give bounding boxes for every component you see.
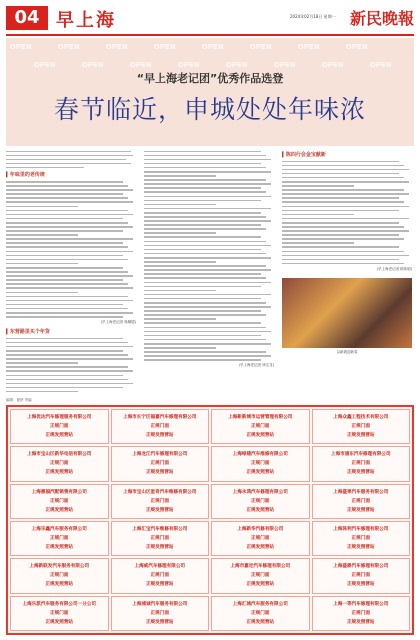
text-line bbox=[282, 161, 399, 163]
ad-cell bbox=[111, 521, 210, 556]
text-line bbox=[282, 238, 404, 240]
text-line bbox=[282, 181, 409, 183]
ad-company-name: 上海汇宝汽车维修有限公司 bbox=[132, 526, 188, 532]
text-line bbox=[282, 206, 409, 208]
ad-line-1: 正规门面 bbox=[50, 573, 69, 579]
ad-cell bbox=[10, 596, 109, 631]
text-line bbox=[144, 347, 216, 349]
text-line bbox=[6, 206, 78, 208]
ad-company-name: 上海众鑫工程技术有限公司 bbox=[333, 415, 389, 420]
text-line bbox=[6, 246, 128, 248]
open-watermark: OPEN bbox=[370, 62, 392, 69]
text-line bbox=[144, 245, 271, 247]
text-line bbox=[144, 277, 266, 279]
text-line bbox=[144, 183, 271, 185]
open-watermark: OPEN bbox=[178, 62, 200, 69]
text-line bbox=[6, 296, 128, 298]
ad-company-name: 上海惠福汽配销售有限公司 bbox=[31, 489, 87, 495]
ad-cell bbox=[211, 596, 310, 631]
ad-line-2: 正规发照营站 bbox=[145, 470, 174, 476]
text-line bbox=[6, 230, 123, 232]
text-line bbox=[144, 310, 261, 312]
ad-line-2: 正规发照营站 bbox=[45, 544, 74, 550]
text-line bbox=[144, 269, 271, 271]
open-watermark: OPEN bbox=[274, 62, 296, 69]
text-line bbox=[6, 358, 133, 360]
text-line bbox=[144, 167, 266, 169]
text-line bbox=[144, 151, 261, 153]
text-line bbox=[6, 181, 123, 183]
text-line bbox=[144, 236, 261, 238]
text-line bbox=[6, 271, 128, 273]
open-watermark: OPEN bbox=[154, 44, 176, 51]
ad-line-2: 正规发照营站 bbox=[346, 544, 375, 550]
text-line bbox=[144, 171, 271, 173]
text-line bbox=[144, 249, 261, 251]
ad-cell bbox=[312, 596, 411, 631]
text-line bbox=[144, 327, 266, 329]
text-line bbox=[6, 342, 128, 344]
text-line bbox=[6, 350, 123, 352]
ad-line-1: 正规门面 bbox=[150, 461, 169, 467]
article-banner bbox=[6, 38, 414, 146]
ad-company-name: 上海泽利汽车修理有限公司 bbox=[333, 526, 389, 532]
ad-line-2: 正规发照营站 bbox=[246, 619, 275, 625]
text-line bbox=[144, 273, 261, 275]
ad-cell bbox=[10, 446, 109, 481]
ad-cell bbox=[111, 484, 210, 519]
ad-cell bbox=[211, 484, 310, 519]
text-line bbox=[282, 197, 399, 199]
ad-cell bbox=[111, 409, 210, 444]
ad-line-2: 正规发照营站 bbox=[346, 470, 375, 476]
text-line bbox=[144, 228, 266, 230]
text-line bbox=[6, 210, 128, 212]
ad-line-2: 正规发照营站 bbox=[346, 433, 375, 438]
text-line bbox=[144, 155, 266, 157]
ad-line-1: 正规门面 bbox=[50, 610, 69, 616]
ad-cell bbox=[312, 409, 411, 444]
text-line bbox=[282, 255, 409, 257]
text-line bbox=[144, 306, 271, 308]
ad-company-name: 上海新联发汽车服务有限公司 bbox=[29, 564, 90, 570]
text-line bbox=[144, 224, 261, 226]
ad-company-name: 上海龙江汽车修理有限公司 bbox=[132, 452, 188, 458]
ad-line-2: 正规发照营站 bbox=[246, 582, 275, 588]
text-line bbox=[6, 275, 133, 277]
text-line bbox=[6, 287, 133, 289]
header-divider bbox=[6, 34, 414, 36]
text-line bbox=[282, 189, 404, 191]
text-line bbox=[282, 226, 404, 228]
photo-caption: 以新貌迎新春 bbox=[336, 349, 358, 354]
headline: 春节临近，申城处处年味浓 bbox=[53, 95, 366, 124]
ad-line-1: 正规门面 bbox=[150, 424, 169, 429]
text-line bbox=[6, 316, 123, 318]
ad-cell bbox=[211, 446, 310, 481]
text-line bbox=[144, 204, 216, 206]
text-line bbox=[144, 159, 271, 161]
text-line bbox=[6, 346, 133, 348]
text-line bbox=[144, 339, 266, 341]
ad-cell bbox=[211, 409, 310, 444]
ad-line-1: 正规门面 bbox=[50, 498, 69, 504]
ad-cell bbox=[312, 446, 411, 481]
text-line bbox=[6, 197, 128, 199]
ad-grid bbox=[8, 407, 412, 633]
subhead-3: ▍ 陈四行会金宝献新 bbox=[282, 151, 412, 158]
text-line bbox=[282, 234, 399, 236]
advertisement-block bbox=[6, 405, 414, 635]
column-2 bbox=[144, 148, 274, 396]
newspaper-logo: 新民晚報 bbox=[350, 9, 415, 28]
text-line bbox=[144, 175, 216, 177]
text-line bbox=[6, 370, 133, 372]
column-1 bbox=[6, 148, 136, 396]
text-line bbox=[144, 322, 261, 324]
text-line bbox=[144, 208, 271, 210]
text-line bbox=[144, 294, 271, 296]
ad-line-2: 正规发照营站 bbox=[45, 470, 74, 476]
ad-line-1: 正规门面 bbox=[351, 461, 370, 467]
ad-line-1: 正规门面 bbox=[351, 424, 370, 429]
ad-line-2: 正规发照营站 bbox=[246, 433, 275, 438]
ad-line-1: 正规门面 bbox=[50, 424, 69, 429]
subhead-1: ▍ 年味里的老传统 bbox=[6, 171, 136, 178]
text-line bbox=[144, 216, 266, 218]
text-line bbox=[282, 185, 354, 187]
open-watermark: OPEN bbox=[34, 62, 56, 69]
text-line bbox=[6, 312, 133, 314]
text-line bbox=[144, 200, 261, 202]
text-line bbox=[144, 282, 271, 284]
text-line bbox=[282, 259, 399, 261]
text-line bbox=[144, 163, 261, 165]
text-line bbox=[6, 292, 78, 294]
ad-line-1: 正规门面 bbox=[251, 610, 270, 616]
text-line bbox=[282, 230, 409, 232]
article-body bbox=[6, 148, 414, 396]
ad-cell bbox=[10, 558, 109, 593]
text-block-2 bbox=[6, 338, 136, 393]
ad-cell bbox=[10, 484, 109, 519]
text-line bbox=[144, 257, 271, 259]
lead-paragraph bbox=[6, 151, 136, 169]
subhead-2: ▍ 东营路里买个年货 bbox=[6, 328, 136, 335]
text-line bbox=[144, 286, 261, 288]
text-line bbox=[144, 191, 266, 193]
ad-line-2: 正规发照营站 bbox=[45, 582, 74, 588]
ad-line-1: 正规门面 bbox=[351, 610, 370, 616]
ad-line-2: 正规发照营站 bbox=[346, 582, 375, 588]
text-line bbox=[6, 383, 133, 385]
ad-company-name: 上海市宝山区新华电信有限公司 bbox=[27, 452, 92, 458]
text-line bbox=[6, 238, 133, 240]
ad-line-1: 正规门面 bbox=[50, 535, 69, 541]
column-3 bbox=[282, 148, 412, 396]
text-line bbox=[282, 177, 404, 179]
ad-company-name: 上海乐鑫汽车服务有限公司 bbox=[31, 526, 87, 532]
text-line bbox=[144, 187, 261, 189]
ad-line-1: 正规门面 bbox=[150, 498, 169, 504]
text-line bbox=[6, 387, 123, 389]
text-line bbox=[144, 314, 266, 316]
text-line bbox=[6, 189, 133, 191]
ad-line-1: 正规门面 bbox=[251, 573, 270, 579]
text-block-1 bbox=[6, 181, 136, 318]
text-line bbox=[282, 251, 404, 253]
ad-company-name: 上海市嘉定汽车修理有限公司 bbox=[230, 564, 291, 570]
text-line bbox=[6, 201, 133, 203]
text-line bbox=[282, 201, 404, 203]
open-watermark: OPEN bbox=[226, 62, 248, 69]
ad-line-1: 正规门面 bbox=[150, 573, 169, 579]
text-line bbox=[144, 302, 266, 304]
ad-cell bbox=[211, 558, 310, 593]
ad-cell bbox=[312, 484, 411, 519]
ad-line-1: 正规门面 bbox=[251, 424, 270, 429]
ad-cell bbox=[312, 558, 411, 593]
text-line bbox=[6, 267, 123, 269]
ad-line-1: 正规门面 bbox=[50, 461, 69, 467]
text-line bbox=[144, 331, 271, 333]
text-line bbox=[282, 246, 399, 248]
byline-2: (早上海老记团 徐宝龙) bbox=[238, 363, 274, 368]
open-watermark: OPEN bbox=[202, 44, 224, 51]
ad-line-2: 正规发照营站 bbox=[145, 507, 174, 513]
text-line bbox=[6, 218, 123, 220]
text-line bbox=[144, 335, 261, 337]
text-line bbox=[6, 375, 123, 377]
ad-company-name: 上海优达汽车修理服务有限公司 bbox=[27, 415, 92, 420]
page-number: 04 bbox=[6, 6, 48, 30]
text-line bbox=[6, 259, 128, 261]
text-line bbox=[6, 193, 123, 195]
ad-cell bbox=[111, 446, 210, 481]
text-line bbox=[6, 391, 78, 393]
text-line bbox=[6, 279, 123, 281]
ad-line-2: 正规发照营站 bbox=[45, 507, 74, 513]
text-line bbox=[6, 366, 128, 368]
kicker-line: “早上海老记团”优秀作品选登 bbox=[136, 72, 284, 85]
ad-cell bbox=[211, 521, 310, 556]
text-line bbox=[282, 242, 354, 244]
byline-1: (早上海老记团 林顺德) bbox=[100, 320, 136, 325]
ad-company-name: 上海汇城汽车服务有限公司 bbox=[232, 601, 288, 607]
ad-line-2: 正规发照营站 bbox=[346, 619, 375, 625]
open-watermark: OPEN bbox=[82, 62, 104, 69]
ad-company-name: 上海盛果汽车服务有限公司 bbox=[333, 489, 389, 495]
text-line bbox=[282, 222, 399, 224]
text-line bbox=[6, 304, 123, 306]
text-line bbox=[6, 251, 133, 253]
ad-line-2: 正规发照营站 bbox=[145, 544, 174, 550]
text-line bbox=[282, 218, 409, 220]
ad-company-name: 上海新华汽修有限公司 bbox=[237, 526, 284, 532]
text-line bbox=[144, 298, 261, 300]
open-watermark: OPEN bbox=[298, 44, 320, 51]
text-line bbox=[144, 355, 271, 357]
text-line bbox=[6, 300, 133, 302]
ad-line-1: 正规门面 bbox=[251, 535, 270, 541]
text-line bbox=[144, 220, 271, 222]
text-line bbox=[6, 214, 133, 216]
text-line bbox=[144, 253, 266, 255]
open-watermark: OPEN bbox=[58, 44, 80, 51]
text-line bbox=[282, 214, 354, 216]
article-photo bbox=[282, 278, 412, 348]
ad-line-2: 正规发照营站 bbox=[246, 544, 275, 550]
ad-line-2: 正规发照营站 bbox=[145, 582, 174, 588]
ad-cell bbox=[111, 596, 210, 631]
text-line bbox=[144, 290, 216, 292]
open-watermark: OPEN bbox=[106, 44, 128, 51]
text-line bbox=[282, 169, 409, 171]
text-line bbox=[282, 165, 404, 167]
open-watermark: OPEN bbox=[346, 44, 368, 51]
text-line bbox=[144, 232, 216, 234]
text-line bbox=[6, 308, 128, 310]
text-line bbox=[282, 210, 399, 212]
open-watermark: OPEN bbox=[322, 62, 344, 69]
ad-company-name: 上海新新城市运营管理有限公司 bbox=[228, 415, 293, 420]
text-line bbox=[144, 196, 271, 198]
ad-company-name: 上海一等汽车修理有限公司 bbox=[333, 601, 389, 607]
text-line bbox=[282, 263, 404, 265]
ad-cell bbox=[10, 409, 109, 444]
ad-line-2: 正规发照营站 bbox=[45, 433, 74, 438]
ad-company-name: 上海绿建汽车维修有限公司 bbox=[232, 452, 288, 458]
text-line bbox=[6, 255, 123, 257]
ad-line-1: 正规门面 bbox=[251, 461, 270, 467]
section-title: 早上海 bbox=[56, 10, 116, 31]
ad-cell bbox=[10, 521, 109, 556]
text-block-3 bbox=[144, 151, 274, 361]
open-watermark: OPEN bbox=[10, 44, 32, 51]
ad-cell bbox=[111, 558, 210, 593]
text-line bbox=[6, 263, 78, 265]
text-line bbox=[144, 351, 266, 353]
text-line bbox=[144, 179, 266, 181]
text-line bbox=[282, 173, 399, 175]
ad-company-name: 上海永鸿汽车修理有限公司 bbox=[232, 489, 288, 495]
ad-line-1: 正规门面 bbox=[351, 573, 370, 579]
ad-line-2: 正规发照营站 bbox=[246, 507, 275, 513]
ad-line-2: 正规发照营站 bbox=[246, 470, 275, 476]
ad-company-name: 上海盛鼎汽车修理有限公司 bbox=[333, 564, 389, 570]
text-line bbox=[144, 265, 266, 267]
ad-line-1: 正规门面 bbox=[351, 535, 370, 541]
text-line bbox=[6, 379, 128, 381]
ad-company-name: 上海浦诚汽车服务有限公司 bbox=[132, 601, 188, 607]
text-line bbox=[6, 354, 128, 356]
text-line bbox=[6, 226, 133, 228]
ad-line-1: 正规门面 bbox=[251, 498, 270, 504]
text-line bbox=[144, 212, 261, 214]
text-line bbox=[6, 185, 128, 187]
ad-line-1: 正规门面 bbox=[351, 498, 370, 504]
text-line bbox=[144, 359, 261, 361]
ad-line-1: 正规门面 bbox=[150, 535, 169, 541]
text-line bbox=[6, 362, 78, 364]
text-block-4 bbox=[282, 161, 412, 265]
text-line bbox=[282, 193, 409, 195]
text-line bbox=[144, 261, 216, 263]
ad-company-name: 上海市长宁区福嘉汽车修理有限公司 bbox=[122, 415, 197, 420]
issue-date: 2024年02月18日 星期一 bbox=[290, 14, 336, 19]
ad-company-name: 上海乐派汽车服务有限公司一分公司 bbox=[22, 601, 96, 607]
text-line bbox=[6, 283, 128, 285]
ad-company-name: 上海威汽车修理有限公司 bbox=[134, 564, 186, 570]
ad-company-name: 上海市浦东汽车修理有限公司 bbox=[330, 452, 391, 458]
ad-company-name: 上海市宝山区星奇汽车维修有限公司 bbox=[122, 489, 197, 495]
text-line bbox=[144, 343, 271, 345]
page-header bbox=[0, 0, 420, 40]
ad-cell bbox=[312, 521, 411, 556]
ad-line-2: 正规发照营站 bbox=[145, 433, 174, 438]
ad-line-1: 正规门面 bbox=[150, 610, 169, 616]
text-line bbox=[144, 241, 266, 243]
ad-line-2: 正规发照营站 bbox=[145, 619, 174, 625]
text-line bbox=[6, 242, 123, 244]
ad-line-2: 正规发照营站 bbox=[346, 507, 375, 513]
editor-credit: 编辑：夏舒 责编 bbox=[6, 398, 32, 402]
text-line bbox=[6, 222, 128, 224]
byline-3: (早上海老记团 顾伟明) bbox=[376, 266, 412, 271]
open-watermark: OPEN bbox=[250, 44, 272, 51]
ad-line-2: 正规发照营站 bbox=[45, 619, 74, 625]
text-line bbox=[6, 338, 123, 340]
text-line bbox=[6, 234, 78, 236]
open-watermark: OPEN bbox=[130, 62, 152, 69]
text-line bbox=[144, 318, 216, 320]
